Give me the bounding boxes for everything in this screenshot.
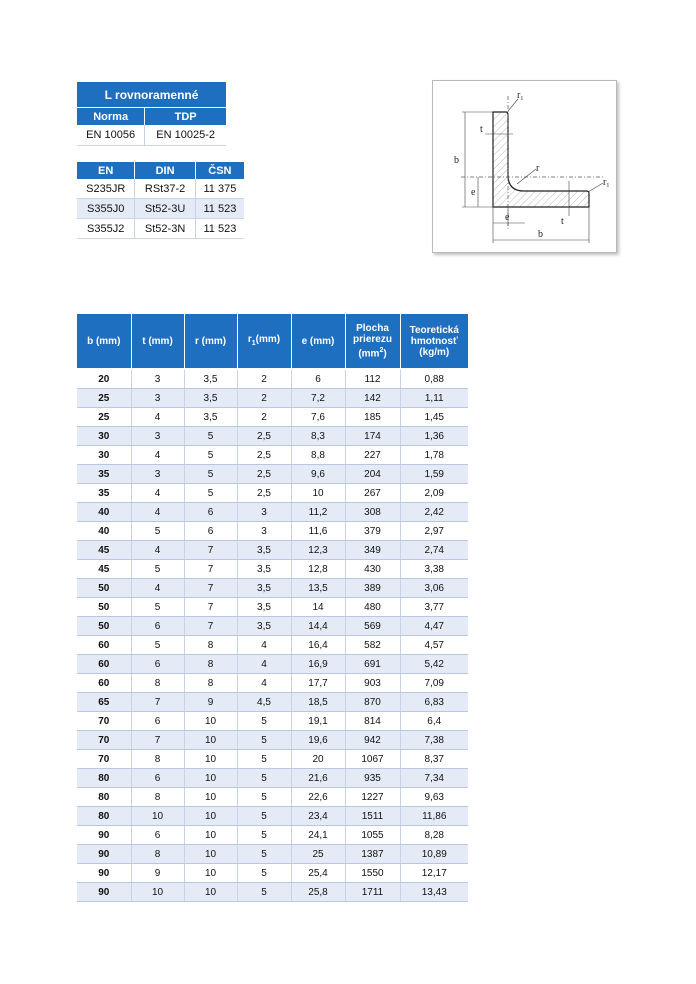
table-cell: 1,11 xyxy=(400,389,468,408)
table-cell: 7 xyxy=(131,693,184,712)
table-cell: 40 xyxy=(77,503,131,522)
table-cell: 5 xyxy=(237,807,291,826)
table-cell: 5 xyxy=(184,465,237,484)
table-cell: 814 xyxy=(345,712,400,731)
table-cell: 4 xyxy=(237,674,291,693)
grade-header-csn: ČSN xyxy=(195,162,244,179)
table-cell: 3 xyxy=(237,503,291,522)
table-cell: 5 xyxy=(237,731,291,750)
table-cell: 2 xyxy=(237,389,291,408)
table-row xyxy=(77,864,468,883)
header-r: r (mm) xyxy=(184,314,237,369)
grade-header-din: DIN xyxy=(135,162,195,179)
table-cell: 20 xyxy=(77,369,131,389)
table-cell: 16,9 xyxy=(291,655,345,674)
table-cell: 1,36 xyxy=(400,427,468,446)
table-cell: 5 xyxy=(131,522,184,541)
table-row xyxy=(77,617,468,636)
table-cell: 45 xyxy=(77,541,131,560)
table-cell: 7 xyxy=(184,617,237,636)
table-cell: 7,38 xyxy=(400,731,468,750)
diagram-label-t-top: t xyxy=(480,124,483,135)
table-cell: 13,5 xyxy=(291,579,345,598)
table-cell: 20 xyxy=(291,750,345,769)
table-row xyxy=(77,712,468,731)
table-cell: 90 xyxy=(77,883,131,902)
header-e: e (mm) xyxy=(291,314,345,369)
table-cell: 35 xyxy=(77,465,131,484)
l-profile-shape xyxy=(493,112,589,207)
diagram-label-r1-right: $r_1$ xyxy=(603,177,610,189)
table-cell: 35 xyxy=(77,484,131,503)
grade-table-cell: S355J0 xyxy=(77,199,135,219)
table-cell: 3,5 xyxy=(237,541,291,560)
table-cell: 5 xyxy=(237,750,291,769)
table-cell: 4 xyxy=(131,484,184,503)
norm-value-norma: EN 10056 xyxy=(77,125,145,146)
table-row xyxy=(77,465,468,484)
table-row xyxy=(77,636,468,655)
table-cell: 7,09 xyxy=(400,674,468,693)
table-cell: 70 xyxy=(77,750,131,769)
table-cell: 6,4 xyxy=(400,712,468,731)
header-area: Plocha prierezu $(mm^2)$ xyxy=(345,314,400,369)
table-cell: 3,77 xyxy=(400,598,468,617)
table-cell: 3,5 xyxy=(237,560,291,579)
table-cell: 6 xyxy=(131,769,184,788)
table-cell: 8 xyxy=(131,674,184,693)
table-cell: 3 xyxy=(131,389,184,408)
table-cell: 10 xyxy=(184,845,237,864)
table-cell: 25 xyxy=(77,389,131,408)
table-cell: 8 xyxy=(184,674,237,693)
table-cell: 8,3 xyxy=(291,427,345,446)
table-row xyxy=(77,484,468,503)
table-cell: 5 xyxy=(131,636,184,655)
table-cell: 12,3 xyxy=(291,541,345,560)
table-row xyxy=(77,807,468,826)
table-row xyxy=(77,788,468,807)
grade-table-cell: 11 375 xyxy=(195,179,244,199)
grade-table-cell: RSt37-2 xyxy=(135,179,195,199)
table-cell: 3,5 xyxy=(184,389,237,408)
table-cell: 4,57 xyxy=(400,636,468,655)
table-cell: 3 xyxy=(237,522,291,541)
table-cell: 7,34 xyxy=(400,769,468,788)
table-cell: 185 xyxy=(345,408,400,427)
table-cell: 10 xyxy=(291,484,345,503)
table-cell: 10,89 xyxy=(400,845,468,864)
table-cell: 12,8 xyxy=(291,560,345,579)
table-cell: 24,1 xyxy=(291,826,345,845)
diagram-label-r: r xyxy=(536,163,540,174)
diagram-label-b-left: b xyxy=(454,155,459,166)
table-cell: 80 xyxy=(77,769,131,788)
table-cell: 50 xyxy=(77,598,131,617)
table-cell: 8 xyxy=(184,655,237,674)
table-cell: 14 xyxy=(291,598,345,617)
table-cell: 204 xyxy=(345,465,400,484)
table-row xyxy=(77,427,468,446)
table-row xyxy=(77,883,468,902)
table-cell: 25,4 xyxy=(291,864,345,883)
table-cell: 10 xyxy=(184,788,237,807)
table-cell: 19,6 xyxy=(291,731,345,750)
table-cell: 1,59 xyxy=(400,465,468,484)
table-cell: 1,78 xyxy=(400,446,468,465)
table-cell: 3,38 xyxy=(400,560,468,579)
table-cell: 174 xyxy=(345,427,400,446)
table-row xyxy=(77,446,468,465)
table-row xyxy=(77,598,468,617)
table-cell: 40 xyxy=(77,522,131,541)
header-b: b (mm) xyxy=(77,314,131,369)
table-cell: 30 xyxy=(77,427,131,446)
norm-header-tdp: TDP xyxy=(145,108,226,126)
diagram-label-e-bottom: e xyxy=(505,212,510,223)
table-cell: 8,28 xyxy=(400,826,468,845)
table-cell: 903 xyxy=(345,674,400,693)
table-cell: 4,5 xyxy=(237,693,291,712)
table-cell: 4 xyxy=(131,446,184,465)
table-cell: 11,86 xyxy=(400,807,468,826)
table-row xyxy=(77,845,468,864)
table-cell: 11,6 xyxy=(291,522,345,541)
table-cell: 50 xyxy=(77,617,131,636)
norm-value-tdp: EN 10025-2 xyxy=(145,125,226,146)
table-cell: 3,5 xyxy=(237,579,291,598)
table-cell: 2,74 xyxy=(400,541,468,560)
table-cell: 9 xyxy=(131,864,184,883)
table-cell: 7 xyxy=(131,731,184,750)
table-cell: 3,5 xyxy=(184,408,237,427)
table-header-row xyxy=(77,314,468,369)
table-cell: 70 xyxy=(77,712,131,731)
table-cell: 2,5 xyxy=(237,465,291,484)
table-cell: 6 xyxy=(291,369,345,389)
table-cell: 3,5 xyxy=(184,369,237,389)
table-cell: 349 xyxy=(345,541,400,560)
table-row xyxy=(77,560,468,579)
table-cell: 45 xyxy=(77,560,131,579)
table-cell: 2,5 xyxy=(237,446,291,465)
table-cell: 308 xyxy=(345,503,400,522)
dimensions-table-body xyxy=(77,369,468,902)
table-cell: 935 xyxy=(345,769,400,788)
table-cell: 65 xyxy=(77,693,131,712)
table-cell: 2 xyxy=(237,369,291,389)
l-profile-drawing xyxy=(433,81,616,252)
table-cell: 1511 xyxy=(345,807,400,826)
table-row xyxy=(77,769,468,788)
table-cell: 5 xyxy=(237,845,291,864)
table-row xyxy=(77,541,468,560)
table-cell: 569 xyxy=(345,617,400,636)
table-cell: 1550 xyxy=(345,864,400,883)
table-cell: 3,06 xyxy=(400,579,468,598)
table-cell: 60 xyxy=(77,655,131,674)
grade-table-cell: St52-3U xyxy=(135,199,195,219)
table-cell: 691 xyxy=(345,655,400,674)
table-cell: 10 xyxy=(184,750,237,769)
table-cell: 2,09 xyxy=(400,484,468,503)
table-cell: 3 xyxy=(131,427,184,446)
table-cell: 5 xyxy=(237,826,291,845)
table-row xyxy=(77,693,468,712)
table-row xyxy=(77,408,468,427)
table-cell: 21,6 xyxy=(291,769,345,788)
table-cell: 430 xyxy=(345,560,400,579)
table-cell: 7 xyxy=(184,541,237,560)
table-cell: 4 xyxy=(237,636,291,655)
table-cell: 25 xyxy=(77,408,131,427)
table-cell: 4 xyxy=(131,541,184,560)
table-cell: 10 xyxy=(184,826,237,845)
table-cell: 10 xyxy=(131,883,184,902)
table-row xyxy=(77,826,468,845)
table-cell: 4 xyxy=(237,655,291,674)
table-cell: 6,83 xyxy=(400,693,468,712)
table-cell: 11,2 xyxy=(291,503,345,522)
table-row xyxy=(77,579,468,598)
table-cell: 5 xyxy=(237,883,291,902)
table-cell: 50 xyxy=(77,579,131,598)
table-cell: 10 xyxy=(184,769,237,788)
grade-table-body xyxy=(77,179,244,239)
table-cell: 23,4 xyxy=(291,807,345,826)
table-cell: 1387 xyxy=(345,845,400,864)
table-cell: 5,42 xyxy=(400,655,468,674)
table-cell: 267 xyxy=(345,484,400,503)
table-cell: 8 xyxy=(184,636,237,655)
grade-table-cell: 11 523 xyxy=(195,219,244,239)
table-cell: 7 xyxy=(184,560,237,579)
table-cell: 16,4 xyxy=(291,636,345,655)
table-cell: 7 xyxy=(184,598,237,617)
table-cell: 80 xyxy=(77,807,131,826)
table-cell: 70 xyxy=(77,731,131,750)
table-cell: 7,6 xyxy=(291,408,345,427)
grade-table xyxy=(77,162,244,239)
table-cell: 1067 xyxy=(345,750,400,769)
table-cell: 2,5 xyxy=(237,484,291,503)
table-cell: 5 xyxy=(184,484,237,503)
table-cell: 14,4 xyxy=(291,617,345,636)
table-cell: 10 xyxy=(184,807,237,826)
table-row xyxy=(77,750,468,769)
table-cell: 10 xyxy=(184,864,237,883)
table-cell: 13,43 xyxy=(400,883,468,902)
table-cell: 80 xyxy=(77,788,131,807)
grade-table-cell: S355J2 xyxy=(77,219,135,239)
table-cell: 5 xyxy=(237,864,291,883)
diagram-label-r1-top: $r_1$ xyxy=(517,90,524,102)
table-cell: 5 xyxy=(184,427,237,446)
table-cell: 112 xyxy=(345,369,400,389)
table-cell: 10 xyxy=(131,807,184,826)
table-cell: 19,1 xyxy=(291,712,345,731)
table-cell: 5 xyxy=(131,598,184,617)
grade-table-row xyxy=(77,179,244,199)
table-cell: 5 xyxy=(237,769,291,788)
table-cell: 582 xyxy=(345,636,400,655)
table-row xyxy=(77,655,468,674)
norm-table-title: L rovnoramenné xyxy=(77,82,226,108)
table-row xyxy=(77,503,468,522)
table-cell: 2 xyxy=(237,408,291,427)
table-cell: 10 xyxy=(184,712,237,731)
table-row xyxy=(77,389,468,408)
table-cell: 9,6 xyxy=(291,465,345,484)
table-cell: 5 xyxy=(237,788,291,807)
grade-table-row xyxy=(77,199,244,219)
table-cell: 18,5 xyxy=(291,693,345,712)
table-cell: 10 xyxy=(184,883,237,902)
table-cell: 60 xyxy=(77,674,131,693)
table-cell: 2,97 xyxy=(400,522,468,541)
diagram-label-t-bottom: t xyxy=(561,216,564,227)
table-cell: 3,5 xyxy=(237,598,291,617)
table-cell: 3 xyxy=(131,369,184,389)
table-cell: 17,7 xyxy=(291,674,345,693)
table-cell: 870 xyxy=(345,693,400,712)
table-row xyxy=(77,731,468,750)
table-cell: 6 xyxy=(131,617,184,636)
table-cell: 379 xyxy=(345,522,400,541)
dimensions-table xyxy=(77,314,468,902)
table-cell: 942 xyxy=(345,731,400,750)
table-cell: 8 xyxy=(131,845,184,864)
table-cell: 1711 xyxy=(345,883,400,902)
table-cell: 142 xyxy=(345,389,400,408)
table-row xyxy=(77,369,468,389)
table-cell: 6 xyxy=(184,522,237,541)
grade-table-cell: St52-3N xyxy=(135,219,195,239)
table-cell: 8 xyxy=(131,788,184,807)
table-cell: 8,8 xyxy=(291,446,345,465)
table-cell: 389 xyxy=(345,579,400,598)
table-cell: 4,47 xyxy=(400,617,468,636)
table-cell: 227 xyxy=(345,446,400,465)
table-cell: 6 xyxy=(184,503,237,522)
l-profile-diagram xyxy=(432,80,617,253)
table-cell: 90 xyxy=(77,826,131,845)
header-r1: $r_1(mm)$ xyxy=(237,314,291,369)
table-cell: 1055 xyxy=(345,826,400,845)
table-cell: 3 xyxy=(131,465,184,484)
table-cell: 0,88 xyxy=(400,369,468,389)
table-cell: 12,17 xyxy=(400,864,468,883)
grade-table-row xyxy=(77,219,244,239)
table-cell: 10 xyxy=(184,731,237,750)
table-cell: 8,37 xyxy=(400,750,468,769)
table-cell: 480 xyxy=(345,598,400,617)
table-cell: 6 xyxy=(131,655,184,674)
norm-table xyxy=(77,82,226,146)
header-t: t (mm) xyxy=(131,314,184,369)
diagram-label-b-bottom: b xyxy=(538,229,543,240)
table-cell: 22,6 xyxy=(291,788,345,807)
table-cell: 2,42 xyxy=(400,503,468,522)
table-cell: 9,63 xyxy=(400,788,468,807)
diagram-label-e-left: e xyxy=(471,187,476,198)
table-cell: 7,2 xyxy=(291,389,345,408)
table-cell: 3,5 xyxy=(237,617,291,636)
grade-table-cell: 11 523 xyxy=(195,199,244,219)
table-row xyxy=(77,674,468,693)
table-cell: 5 xyxy=(237,712,291,731)
table-cell: 5 xyxy=(184,446,237,465)
table-cell: 90 xyxy=(77,864,131,883)
table-cell: 1,45 xyxy=(400,408,468,427)
table-cell: 1227 xyxy=(345,788,400,807)
table-row xyxy=(77,522,468,541)
table-cell: 90 xyxy=(77,845,131,864)
table-cell: 4 xyxy=(131,503,184,522)
table-cell: 60 xyxy=(77,636,131,655)
grade-table-cell: S235JR xyxy=(77,179,135,199)
table-cell: 9 xyxy=(184,693,237,712)
table-cell: 4 xyxy=(131,408,184,427)
table-cell: 25 xyxy=(291,845,345,864)
table-cell: 4 xyxy=(131,579,184,598)
header-mass: Teoretická hmotnosť (kg/m) xyxy=(400,314,468,369)
norm-header-norma: Norma xyxy=(77,108,145,126)
table-cell: 8 xyxy=(131,750,184,769)
table-cell: 30 xyxy=(77,446,131,465)
table-cell: 5 xyxy=(131,560,184,579)
table-cell: 6 xyxy=(131,826,184,845)
table-cell: 25,8 xyxy=(291,883,345,902)
grade-header-en: EN xyxy=(77,162,135,179)
table-cell: 7 xyxy=(184,579,237,598)
table-cell: 2,5 xyxy=(237,427,291,446)
table-cell: 6 xyxy=(131,712,184,731)
